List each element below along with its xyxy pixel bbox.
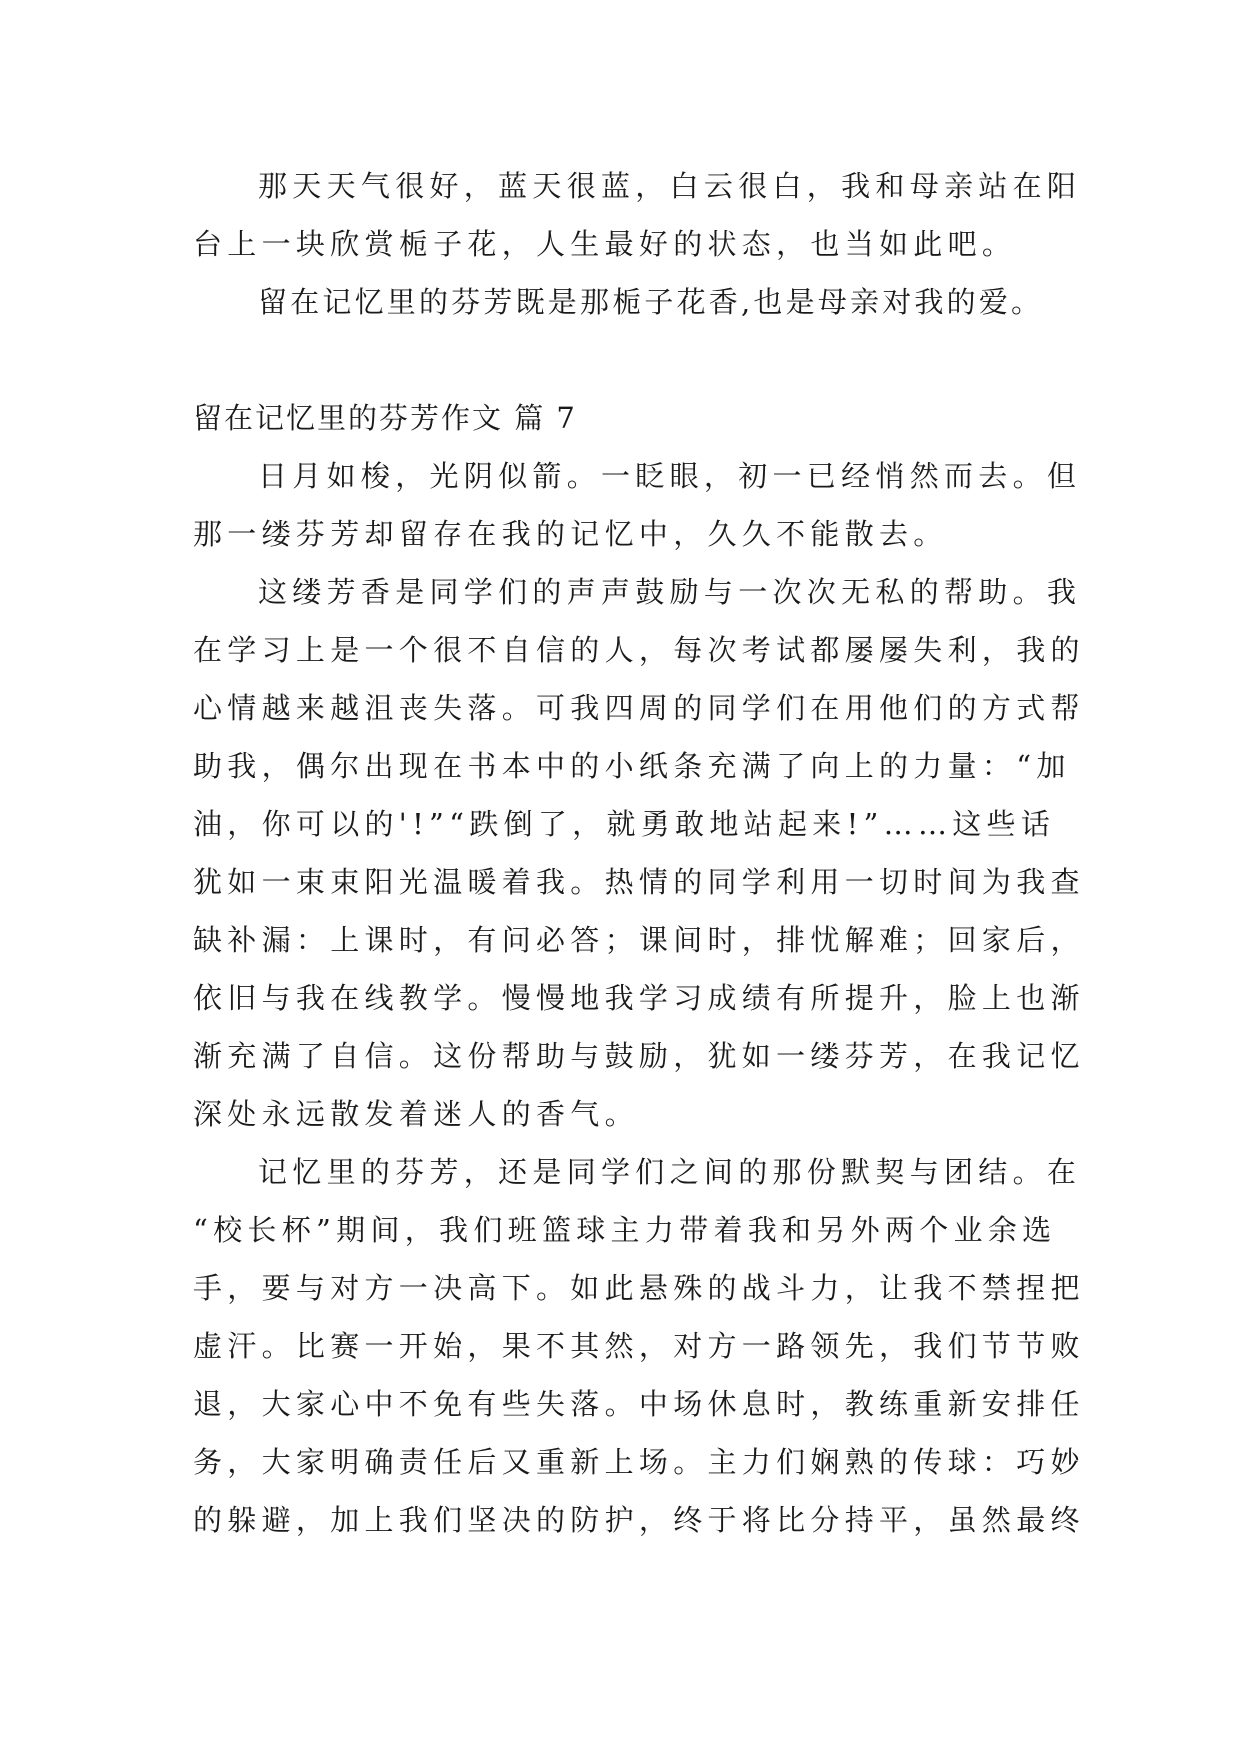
paragraph-line: 那一缕芬芳却留存在我的记忆中，久久不能散去。 bbox=[193, 517, 948, 551]
paragraph-line: 助我，偶尔出现在书本中的小纸条充满了向上的力量：“加 bbox=[193, 749, 1071, 783]
paragraph-line: 务，大家明确责任后又重新上场。主力们娴熟的传球：巧妙 bbox=[193, 1445, 1085, 1479]
paragraph-line: 台上一块欣赏栀子花，人生最好的状态，也当如此吧。 bbox=[193, 227, 1017, 261]
section-heading: 留在记忆里的芬芳作文 篇 7 bbox=[193, 401, 577, 435]
paragraph-line: 虚汗。比赛一开始，果不其然，对方一路领先，我们节节败 bbox=[193, 1329, 1085, 1363]
paragraph-line: 犹如一束束阳光温暖着我。热情的同学利用一切时间为我查 bbox=[193, 865, 1085, 899]
paragraph-line: “校长杯”期间，我们班篮球主力带着我和另外两个业余选 bbox=[193, 1213, 1057, 1247]
paragraph-line: 油，你可以的'!”“跌倒了，就勇敢地站起来!”……这些话 bbox=[193, 807, 1056, 841]
paragraph-line: 依旧与我在线教学。慢慢地我学习成绩有所提升，脸上也渐 bbox=[193, 981, 1085, 1015]
paragraph-line: 记忆里的芬芳，还是同学们之间的那份默契与团结。在 bbox=[258, 1155, 1082, 1189]
paragraph-line: 这缕芳香是同学们的声声鼓励与一次次无私的帮助。我 bbox=[258, 575, 1082, 609]
paragraph-line: 心情越来越沮丧失落。可我四周的同学们在用他们的方式帮 bbox=[193, 691, 1085, 725]
paragraph-line: 那天天气很好，蓝天很蓝，白云很白，我和母亲站在阳 bbox=[258, 169, 1082, 203]
paragraph-line: 手，要与对方一决高下。如此悬殊的战斗力，让我不禁捏把 bbox=[193, 1271, 1085, 1305]
paragraph-line: 在学习上是一个很不自信的人，每次考试都屡屡失利，我的 bbox=[193, 633, 1085, 667]
paragraph-line: 留在记忆里的芬芳既是那栀子花香,也是母亲对我的爱。 bbox=[258, 285, 1044, 319]
paragraph-line: 缺补漏：上课时，有问必答；课间时，排忧解难；回家后， bbox=[193, 923, 1085, 957]
paragraph-line: 日月如梭，光阴似箭。一眨眼，初一已经悄然而去。但 bbox=[258, 459, 1082, 493]
paragraph-line: 深处永远散发着迷人的香气。 bbox=[193, 1097, 639, 1131]
paragraph-line: 退，大家心中不免有些失落。中场休息时，教练重新安排任 bbox=[193, 1387, 1085, 1421]
paragraph-line: 的躲避，加上我们坚决的防护，终于将比分持平，虽然最终 bbox=[193, 1503, 1085, 1537]
paragraph-line: 渐充满了自信。这份帮助与鼓励，犹如一缕芬芳，在我记忆 bbox=[193, 1039, 1085, 1073]
